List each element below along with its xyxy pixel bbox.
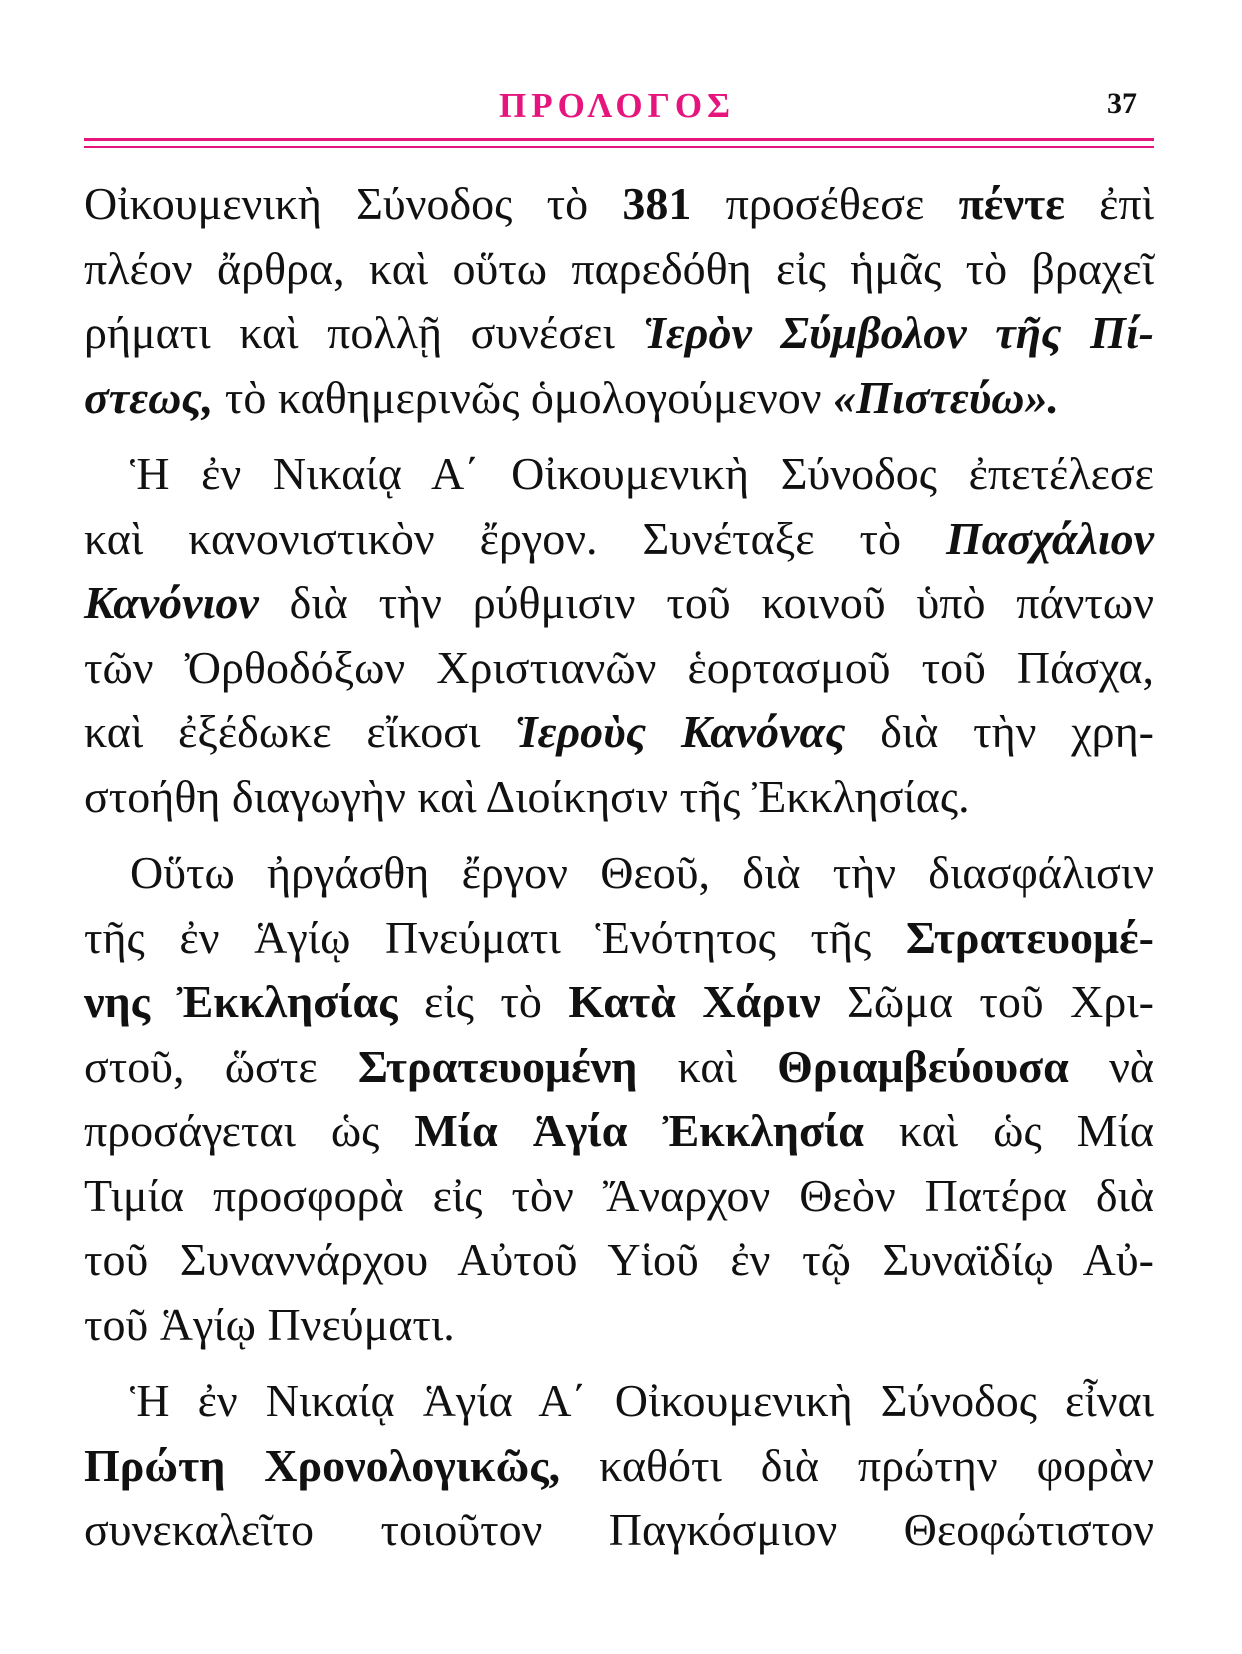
text-run: καὶ κανονιστικὸν ἔργον. Συνέταξε τὸ [84, 512, 946, 564]
bold-text-run: Μία Ἁγία Ἐκκλησία [414, 1105, 864, 1156]
text-line [84, 1035, 1154, 1100]
text-line [84, 1369, 1154, 1434]
text-run: καὶ ἐξέδωκε εἴκοσι [84, 706, 516, 757]
text-line [84, 237, 1154, 302]
text-run: τῆς ἐν Ἁγίῳ Πνεύματι Ἑνότητος τῆς [84, 911, 906, 963]
text-run: τοῦ Συναννάρχου Αὐτοῦ Υἱοῦ ἐν τῷ Συναϊδίῳ Αὐ- [84, 1234, 1154, 1285]
text-line [84, 366, 1154, 431]
text-line [84, 636, 1154, 701]
paragraph-gap [84, 829, 1154, 841]
text-line [84, 1164, 1154, 1229]
bold-text-run: Πρώτη Χρονολογικῶς, [84, 1439, 561, 1491]
text-line [84, 571, 1154, 636]
bold-italic-text-run: «Πιστεύω». [833, 371, 1059, 423]
paragraph [84, 841, 1154, 1357]
text-run: τῶν Ὀρθοδόξων Χριστιανῶν ἑορτασμοῦ τοῦ Πάσχα, [84, 641, 1154, 693]
text-run: στοήθη διαγωγὴν καὶ Διοίκησιν τῆς Ἐκκλησίας. [84, 770, 970, 822]
text-line [84, 507, 1154, 572]
bold-italic-text-run: Πασχάλιον [945, 512, 1154, 564]
text-run: Οἰκουμενικὴ Σύνοδος τὸ [84, 178, 623, 229]
running-header [82, 84, 1152, 128]
header-rule-top [84, 138, 1154, 141]
text-line [84, 1498, 1154, 1563]
paragraph [84, 172, 1154, 430]
text-run: προσέθεσε [691, 178, 959, 229]
text-line [84, 301, 1154, 366]
text-run: νὰ [1068, 1040, 1154, 1092]
text-line [84, 765, 1154, 830]
text-run: τοῦ Ἁγίῳ Πνεύματι. [84, 1298, 455, 1350]
text-run: καθότι διὰ πρώτην φορὰν [560, 1439, 1154, 1491]
header-rule-bottom [84, 146, 1154, 148]
bold-text-run: Κατὰ Χάριν [568, 976, 821, 1027]
text-run: προσάγεται ὡς [84, 1105, 415, 1156]
page-number: 37 [1107, 87, 1137, 120]
text-line [84, 1228, 1154, 1293]
text-run: καὶ ὡς Μία [863, 1105, 1155, 1156]
text-line [84, 841, 1154, 906]
text-line [84, 906, 1154, 971]
bold-text-run: Στρατευομένη [357, 1040, 638, 1092]
bold-text-run: πέντε [958, 178, 1065, 229]
text-run: Οὕτω ἠργάσθη ἔργον Θεοῦ, διὰ τὴν διασφάλισιν [130, 847, 1154, 898]
text-run: στοῦ, ὥστε [84, 1040, 358, 1092]
paragraph-gap [84, 430, 1154, 442]
text-run: Ἡ ἐν Νικαίᾳ Ἁγία Α΄ Οἰκουμενικὴ Σύνοδος εἶναι [130, 1375, 1154, 1426]
text-run: διὰ τὴν χρη- [845, 706, 1154, 757]
text-line [84, 442, 1154, 507]
bold-text-run: Στρατευομέ- [905, 911, 1154, 963]
bold-text-run: 381 [622, 178, 692, 229]
header-title: ΠΡΟΛΟΓΟΣ [499, 86, 735, 125]
text-line [84, 1434, 1154, 1499]
text-line [84, 172, 1154, 237]
bold-italic-text-run: στεως, [84, 371, 214, 423]
text-run: καὶ [637, 1040, 778, 1092]
paragraph-gap [84, 1357, 1154, 1369]
bold-text-run: Θριαμβεύουσα [777, 1040, 1069, 1092]
text-line [84, 1293, 1154, 1358]
text-run: ἐπὶ [1064, 178, 1155, 229]
text-run: συνεκαλεῖτο τοιοῦτον Παγκόσμιον Θεοφώτιστον [84, 1504, 1154, 1555]
text-line [84, 970, 1154, 1035]
bold-italic-text-run: Ἱερὸν Σύμβολον τῆς Πί- [643, 307, 1154, 358]
text-run: Ἡ ἐν Νικαίᾳ Α΄ Οἰκουμενικὴ Σύνοδος ἐπετέλεσε [130, 448, 1154, 499]
text-run: τὸ καθημερινῶς ὁμολογούμενον [213, 371, 834, 423]
paragraph [84, 442, 1154, 829]
paragraph [84, 1369, 1154, 1563]
text-run: πλέον ἄρθρα, καὶ οὕτω παρεδόθη εἰς ἡμᾶς τὸ βραχεῖ [84, 242, 1154, 294]
text-run: Τιμία προσφορὰ εἰς τὸν Ἄναρχον Θεὸν Πατέρα διὰ [84, 1169, 1154, 1221]
text-run: εἰς τὸ [397, 976, 569, 1027]
text-line [84, 700, 1154, 765]
text-run: Σῶμα τοῦ Χρι- [820, 976, 1154, 1027]
text-line [84, 1099, 1154, 1164]
text-run: ρήματι καὶ πολλῇ συνέσει [84, 307, 644, 358]
bold-italic-text-run: Ἱεροὺς Κανόνας [515, 706, 846, 757]
bold-text-run: νης Ἐκκλησίας [84, 976, 398, 1027]
text-run: διὰ τὴν ρύθμισιν τοῦ κοινοῦ ὑπὸ πάντων [258, 577, 1154, 628]
bold-italic-text-run: Κανόνιον [84, 577, 259, 628]
body-text [84, 172, 1154, 1563]
